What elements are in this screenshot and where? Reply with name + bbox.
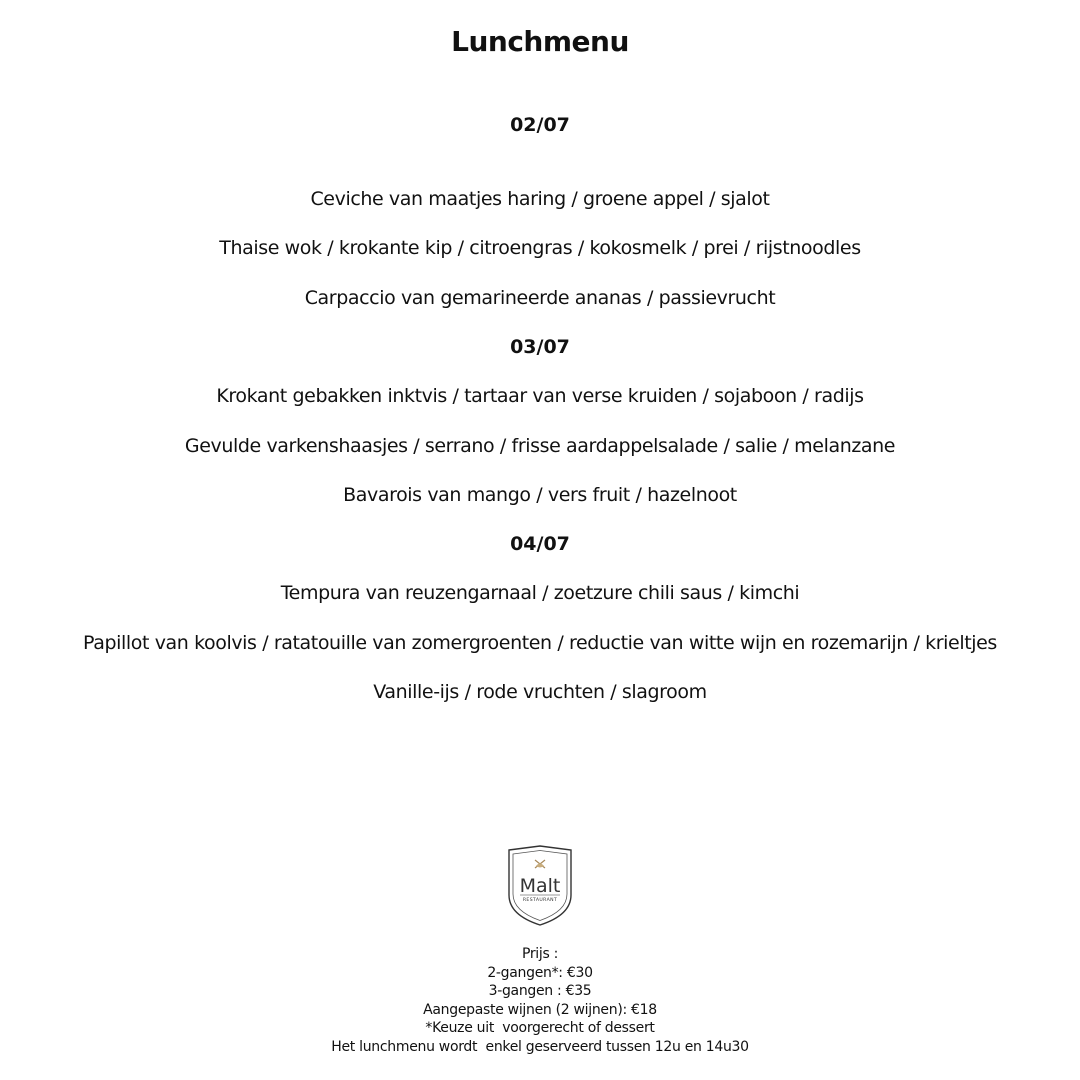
day-heading-1: 02/07	[510, 114, 570, 136]
crest-icon	[535, 860, 545, 868]
day-heading-3: 04/07	[510, 533, 570, 555]
menu-dish: Papillot van koolvis / ratatouille van zomergroenten / reductie van witte wijn en rozemarijn / krieltjes	[83, 632, 997, 654]
page-title: Lunchmenu	[451, 25, 629, 58]
logo-subtitle: RESTAURANT	[522, 898, 558, 903]
serving-note: Het lunchmenu wordt enkel geserveerd tussen 12u en 14u30	[331, 1038, 749, 1055]
menu-dish: Krokant gebakken inktvis / tartaar van verse kruiden / sojaboon / radijs	[216, 385, 864, 407]
price-three-courses: 3-gangen : €35	[488, 983, 592, 1000]
menu-dish: Gevulde varkenshaasjes / serrano / frisse aardappelsalade / salie / melanzane	[184, 435, 896, 457]
choice-note: *Keuze uit voorgerecht of dessert	[425, 1020, 655, 1037]
malt-restaurant-logo	[506, 845, 574, 927]
logo-wordmark: Malt	[519, 875, 561, 897]
price-info	[0, 945, 1080, 1057]
menu-dish: Vanille-ijs / rode vruchten / slagroom	[373, 681, 707, 703]
menu-dish: Bavarois van mango / vers fruit / hazelnoot	[343, 484, 737, 506]
menu-dish: Carpaccio van gemarineerde ananas / passievrucht	[304, 287, 776, 309]
price-label: Prijs :	[521, 946, 559, 962]
menu-dish: Thaise wok / krokante kip / citroengras / kokosmelk / prei / rijstnoodles	[219, 237, 861, 259]
day-heading-2: 03/07	[510, 336, 570, 358]
menu-dish: Ceviche van maatjes haring / groene appel / sjalot	[310, 188, 770, 210]
price-wines: Aangepaste wijnen (2 wijnen): €18	[423, 1001, 657, 1018]
price-two-courses: 2-gangen*: €30	[487, 964, 593, 981]
menu-dish: Tempura van reuzengarnaal / zoetzure chili saus / kimchi	[280, 582, 800, 604]
